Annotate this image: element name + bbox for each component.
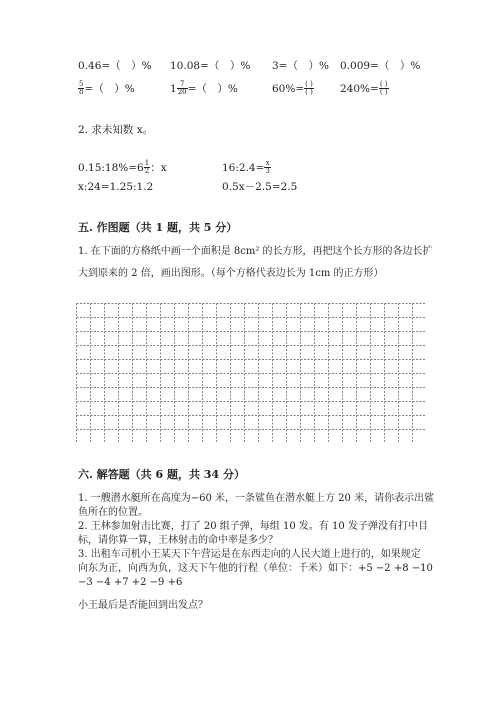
blank-fraction: $\frac{( )}{( )}$ [379, 80, 388, 97]
section-5-q1-line1: 1. 在下面的方格纸中画一个面积是 8cm² 的长方形，再把这个长方形的各边长扩 [78, 246, 433, 257]
convert-1-7-20: 1 $\frac{7}{20}$ =（ ）% [170, 80, 238, 97]
convert-60-percent: 60%= $\frac{( )}{( )}$ [272, 80, 313, 97]
section-6-q2-line2: 标，请你算一算，王林射击的命中率是多少？ [78, 535, 278, 546]
convert-0-46: 0.46=（ ）% [78, 60, 152, 72]
convert-5-8: $\frac{5}{8}$ =（ ）% [79, 80, 135, 97]
equation-1: 0.15:18%=6 $\frac{1}{2}$ ：x [78, 159, 167, 176]
section-5-q1-line2: 大到原来的 2 倍，画出图形。（每个方格代表边长为 1cm 的正方形） [78, 268, 384, 279]
section-6-q1-line2: 鱼所在的位置。 [78, 507, 148, 518]
fraction-7-20: $\frac{7}{20}$ [177, 80, 187, 97]
fraction-5-8: $\frac{5}{8}$ [79, 80, 84, 97]
equation-3: x:24=1.25:1.2 [78, 181, 154, 193]
fraction-1-2: $\frac{1}{2}$ [144, 159, 150, 176]
section-6-q1-line1: 1. 一艘潜水艇所在高度为−60 米，一条鲨鱼在潜水艇上方 20 米，请你表示出鲨 [78, 493, 435, 504]
section-6-q2-line1: 2. 王林参加射击比赛，打了 20 组子弹，每组 10 发。有 10 发子弹没有打中目 [78, 521, 428, 532]
equation-2: 16:2.4= $\frac{x}{3}$ [222, 159, 270, 176]
blank-fraction: $\frac{( )}{( )}$ [305, 80, 313, 97]
section-6-title: 六. 解答题（共 6 题，共 34 分） [78, 468, 245, 481]
convert-240-percent: 240%= $\frac{( )}{( )}$ [340, 80, 388, 97]
equation-4: 0.5x－2.5=2.5 [222, 181, 298, 193]
section-6-q3-line3: −3 −4 +7 +2 −9 +6 [78, 577, 183, 588]
section-6-q3-question: 小王最后是否能回到出发点？ [78, 600, 208, 611]
convert-3: 3=（ ）% [272, 60, 329, 72]
convert-10-08: 10.08=（ ）% [170, 60, 251, 72]
section-6-q3-line1: 3. 出租车司机小王某天下午营运是在东西走向的人民大道上进行的，如果规定 [78, 549, 421, 560]
solve-title: 2. 求未知数 x。 [78, 124, 154, 136]
convert-0-009: 0.009=（ ）% [340, 60, 421, 72]
section-5-title: 五. 作图题（共 1 题，共 5 分） [78, 221, 238, 234]
grid-svg [76, 303, 426, 443]
section-6-q3-line2: 向东为正，向西为负，这天下午他的行程（单位：千米）如下：+5 −2 +8 −10 [78, 563, 433, 574]
fraction-x-3: $\frac{x}{3}$ [265, 159, 270, 176]
drawing-grid[interactable] [76, 303, 426, 443]
